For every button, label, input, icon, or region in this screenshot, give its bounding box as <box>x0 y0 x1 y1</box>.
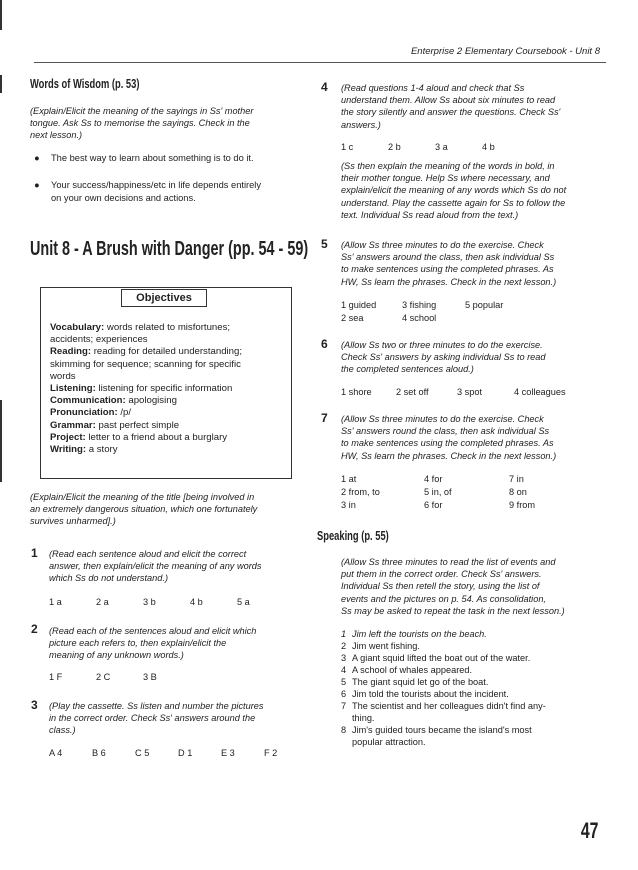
answer: 2 from, to <box>341 487 380 497</box>
list-item: 1 Jim left the tourists on the beach. <box>341 629 487 639</box>
answer: 1 F <box>49 672 63 682</box>
objective-line: accidents; experiences <box>50 334 148 346</box>
answer: 4 b <box>190 597 203 607</box>
bullet-text: The best way to learn about something is to do it. <box>51 153 254 163</box>
bullet-text: Your success/happiness/etc in life depends entirely on your own decisions and actions. <box>51 180 261 203</box>
list-item: 4 A school of whales appeared. <box>341 665 473 675</box>
answer: 1 at <box>341 474 357 484</box>
question-instructions: (Read each of the sentences aloud and elicit which picture each refers to, then explain/elicit the meaning of any unknown words.) <box>49 626 257 661</box>
answer: 2 a <box>96 597 109 607</box>
bullet-item: ● <box>34 153 40 163</box>
answer: 5 a <box>237 597 250 607</box>
answer: 4 school <box>402 313 437 323</box>
objective-line: Reading: reading for detailed understanding; <box>50 346 242 358</box>
answer: 8 on <box>509 487 527 497</box>
bullet-item: ● <box>34 180 40 190</box>
answer: 3 in <box>341 500 356 510</box>
answer: 3 b <box>143 597 156 607</box>
question-number: 3 <box>31 698 38 712</box>
objective-line: skimming for sequence; scanning for specific <box>50 358 241 370</box>
question-instructions: (Read each sentence aloud and elicit the correct answer, then explain/elicit the meaning of any words which Ss do not understand.) <box>49 549 262 584</box>
answer: 2 b <box>388 142 401 152</box>
answer: 5 in, of <box>424 487 452 497</box>
answer: 4 b <box>482 142 495 152</box>
question-instructions: (Allow Ss three minutes to do the exercise. Check Ss' answers around the class, then ask individual Ss to make sentences using the completed phrases. As HW, Ss learn the phrases. Check in the next lesson.) <box>341 240 557 287</box>
list-item: 6 Jim told the tourists about the incident. <box>341 689 509 699</box>
events-list <box>341 628 591 748</box>
answer: B 6 <box>92 748 106 758</box>
binding-mark <box>0 400 2 482</box>
answer: 1 a <box>49 597 62 607</box>
list-item: 7 The scientist and her colleagues didn't find any- <box>341 701 546 711</box>
wisdom-instructions: (Explain/Elicit the meaning of the sayings in Ss' mother tongue. Ask Ss to memorise the sayings. Check in the next lesson.) <box>30 106 254 141</box>
question-number: 2 <box>31 622 38 636</box>
question-number: 4 <box>321 80 328 94</box>
answer: 3 a <box>435 142 448 152</box>
question-instructions: (Allow Ss three minutes to do the exercise. Check Ss' answers round the class, then ask individual Ss to make sentences using the completed phrases. As HW, Ss learn the phrases. Check in the next lesson.) <box>341 414 557 461</box>
answer: 2 C <box>96 672 111 682</box>
objective-line: Project: letter to a friend about a burglary <box>50 431 228 443</box>
answer: 5 popular <box>465 300 504 310</box>
answer: F 2 <box>264 748 278 758</box>
objective-line: words <box>50 370 76 382</box>
list-item: 3 A giant squid lifted the boat out of the water. <box>341 653 531 663</box>
answer: E 3 <box>221 748 235 758</box>
answer: 4 for <box>424 474 443 484</box>
objective-line: Communication: apologising <box>50 395 177 407</box>
answer: 6 for <box>424 500 443 510</box>
answer: 4 colleagues <box>514 387 566 397</box>
answer: A 4 <box>49 748 63 758</box>
question-instructions: (Allow Ss two or three minutes to do the exercise. Check Ss' answers by asking individual Ss to read the completed sentences aloud.) <box>341 340 546 375</box>
objective-line: Grammar: past perfect simple <box>50 419 180 431</box>
question-number: 7 <box>321 411 328 425</box>
objective-line: Pronunciation: /p/ <box>50 407 132 419</box>
answer: 1 c <box>341 142 354 152</box>
speaking-heading: Speaking (p. 55) <box>317 528 389 543</box>
list-item: 8 Jim's guided tours became the island's most <box>341 725 532 735</box>
question-number: 1 <box>31 546 38 560</box>
answer: D 1 <box>178 748 193 758</box>
objective-line: Listening: listening for specific information <box>50 383 233 395</box>
speaking-instructions: (Allow Ss three minutes to read the list of events and put them in the correct order. Check Ss' answers. Individual Ss then retell the story, using the list of events and the pictures on p. 54. As consolidation, Ss may be asked to repeat the task in the next lesson.) <box>341 557 565 616</box>
question-number: 5 <box>321 237 328 251</box>
header-rule <box>34 62 606 63</box>
list-item: thing. <box>352 713 375 723</box>
answer: 7 in <box>509 474 524 484</box>
unit-heading: Unit 8 - A Brush with Danger (pp. 54 - 59) <box>30 238 309 260</box>
objectives-title: Objectives <box>121 289 207 307</box>
wisdom-heading: Words of Wisdom (p. 53) <box>30 76 140 91</box>
answer: 2 set off <box>396 387 429 397</box>
question-instructions: (Ss then explain the meaning of the words in bold, in their mother tongue. Help Ss where necessary, and explain/elicit the meaning of any words which Ss do not understand. Play the cassette again for Ss to follow the text. Individual Ss read aloud from the text.) <box>341 161 567 220</box>
list-item: 2 Jim went fishing. <box>341 641 420 651</box>
question-number: 6 <box>321 337 328 351</box>
answer: 3 spot <box>457 387 483 397</box>
question-instructions: (Play the cassette. Ss listen and number the pictures in the correct order. Check Ss' answers around the class.) <box>49 701 264 736</box>
title-note: (Explain/Elicit the meaning of the title [being involved in an extremely dangerous situation, which one fortunately survives unharmed].) <box>30 492 258 527</box>
answer: 2 sea <box>341 313 364 323</box>
answer: 3 B <box>143 672 157 682</box>
answer: 1 shore <box>341 387 372 397</box>
objectives-list <box>50 322 284 456</box>
page-number: 47 <box>580 818 598 843</box>
answer: 1 guided <box>341 300 377 310</box>
answer: C 5 <box>135 748 150 758</box>
binding-mark <box>0 0 2 30</box>
objective-line: Vocabulary: words related to misfortunes; <box>50 322 231 333</box>
list-item: popular attraction. <box>352 737 426 747</box>
running-header: Enterprise 2 Elementary Coursebook - Unit 8 <box>410 46 600 57</box>
question-instructions: (Read questions 1-4 aloud and check that Ss understand them. Allow Ss about six minutes to read the story silently and answer the questions. Check Ss' answers.) <box>341 83 561 130</box>
answer: 3 fishing <box>402 300 437 310</box>
answer: 9 from <box>509 500 536 510</box>
objective-line: Writing: a story <box>50 444 118 456</box>
binding-mark <box>0 75 2 93</box>
list-item: 5 The giant squid let go of the boat. <box>341 677 489 687</box>
